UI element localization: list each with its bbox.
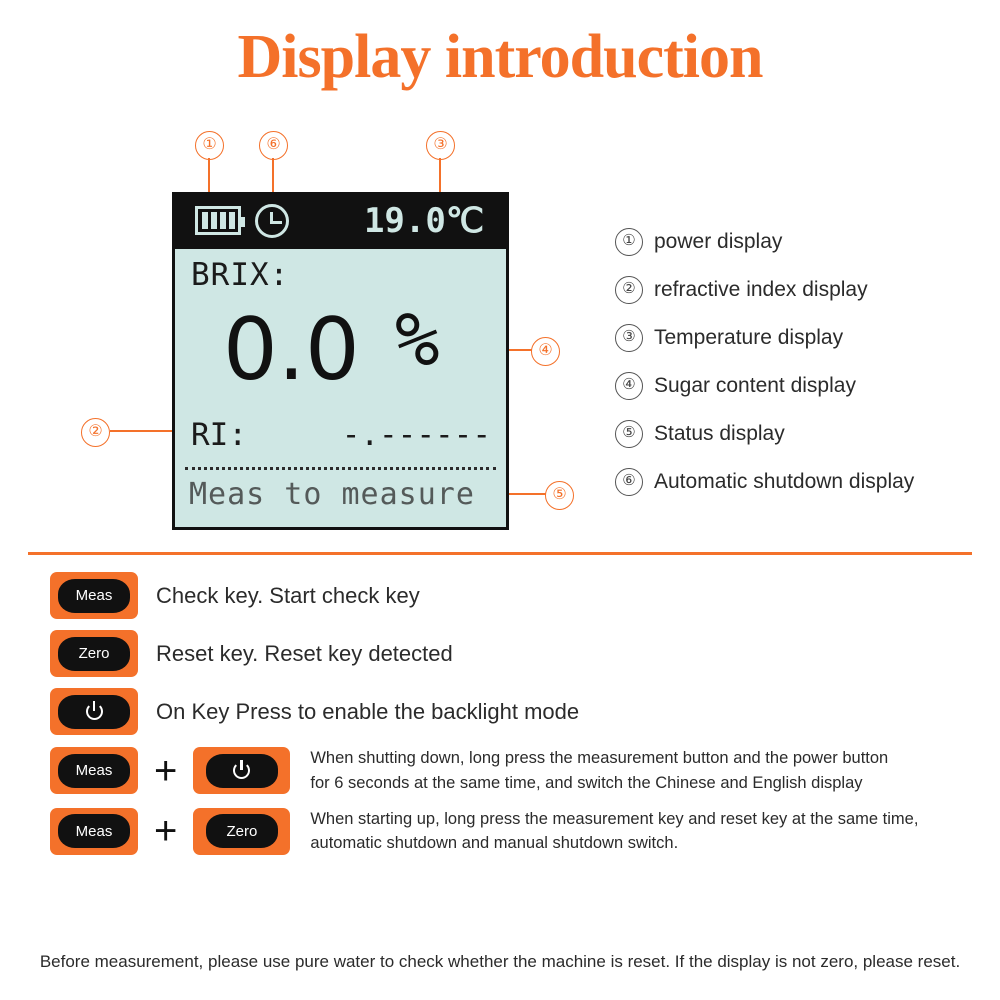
- brix-unit: %: [395, 297, 440, 383]
- legend-item-1: [615, 218, 985, 266]
- legend-number: ④: [615, 372, 643, 400]
- zero-button[interactable]: [50, 630, 138, 677]
- status-text: Meas to measure: [189, 477, 475, 512]
- key-row-meas-power-line1: When shutting down, long press the measurement button and the power button: [310, 749, 889, 767]
- key-row-zero: [50, 630, 990, 677]
- meas-button-combo2[interactable]: [50, 808, 138, 855]
- key-row-zero-text: Reset key. Reset key detected: [156, 640, 453, 666]
- power-icon: [86, 703, 103, 720]
- legend-label: Temperature display: [654, 326, 844, 349]
- key-row-power-text: On Key Press to enable the backlight mode: [156, 698, 580, 724]
- power-button[interactable]: [50, 688, 138, 735]
- zero-button-combo[interactable]: [193, 808, 290, 855]
- meas-button-combo[interactable]: [50, 747, 138, 794]
- footnote: Before measurement, please use pure water to check whether the machine is reset. If the display is not zero, please reset.: [39, 952, 961, 971]
- section-divider: [28, 552, 972, 555]
- key-row-meas-power: [50, 746, 990, 796]
- meas-button-label: Meas: [58, 754, 130, 788]
- legend-item-3: [615, 314, 985, 362]
- power-button-cap: [206, 754, 278, 788]
- legend-number: ⑥: [615, 468, 643, 496]
- key-row-meas-zero-text: [310, 807, 918, 857]
- key-row-meas-power-line2: for 6 seconds at the same time, and switch the Chinese and English display: [310, 773, 863, 792]
- legend-number: ①: [615, 228, 643, 256]
- ri-value: -.------: [341, 417, 491, 453]
- key-guide-list: [50, 572, 990, 867]
- zero-button-label: Zero: [58, 637, 130, 671]
- key-row-power: [50, 688, 990, 735]
- callout-1: ①: [195, 131, 224, 160]
- key-row-meas-text: Check key. Start check key: [156, 582, 420, 608]
- power-button-combo[interactable]: [193, 747, 290, 794]
- legend-item-4: [615, 362, 985, 410]
- legend-label: Automatic shutdown display: [654, 470, 915, 493]
- page-title: Display introduction: [237, 23, 763, 91]
- lcd-screen: [172, 192, 509, 530]
- legend-item-5: [615, 410, 985, 458]
- legend-number: ③: [615, 324, 643, 352]
- plus-symbol: +: [154, 809, 178, 854]
- legend-label: power display: [654, 230, 783, 253]
- power-icon: [233, 762, 250, 779]
- plus-symbol: +: [154, 748, 178, 793]
- lcd-status-bar: [175, 195, 506, 249]
- legend-item-2: [615, 266, 985, 314]
- callout-2: ②: [81, 418, 110, 447]
- meas-button-label: Meas: [58, 814, 130, 848]
- clock-icon: [255, 204, 289, 238]
- key-row-meas-zero: [50, 807, 990, 857]
- lcd-divider: [185, 467, 496, 470]
- ri-label: RI:: [191, 417, 247, 453]
- legend-number: ⑤: [615, 420, 643, 448]
- meas-button-label: Meas: [58, 579, 130, 613]
- callout-5: ⑤: [545, 481, 574, 510]
- legend-number: ②: [615, 276, 643, 304]
- brix-value: 0.0: [223, 300, 360, 400]
- key-row-meas: [50, 572, 990, 619]
- callout-6: ⑥: [259, 131, 288, 160]
- callout-3: ③: [426, 131, 455, 160]
- legend-label: refractive index display: [654, 278, 868, 301]
- brix-label: BRIX:: [191, 257, 290, 293]
- key-row-meas-power-text: [310, 746, 888, 796]
- power-button-cap: [58, 695, 130, 729]
- meas-button[interactable]: [50, 572, 138, 619]
- callout-4: ④: [531, 337, 560, 366]
- temperature-value: 19.0℃: [363, 201, 484, 241]
- refractive-index-row: [191, 417, 491, 453]
- legend-label: Sugar content display: [654, 374, 856, 397]
- key-row-meas-zero-line1: When starting up, long press the measurement key and reset key at the same time,: [310, 809, 919, 828]
- battery-icon: [195, 206, 241, 235]
- legend-list: [615, 218, 985, 506]
- zero-button-label: Zero: [206, 814, 278, 848]
- legend-item-6: [615, 458, 985, 506]
- key-row-meas-zero-line2: automatic shutdown and manual shutdown switch.: [310, 834, 679, 853]
- legend-label: Status display: [654, 422, 785, 445]
